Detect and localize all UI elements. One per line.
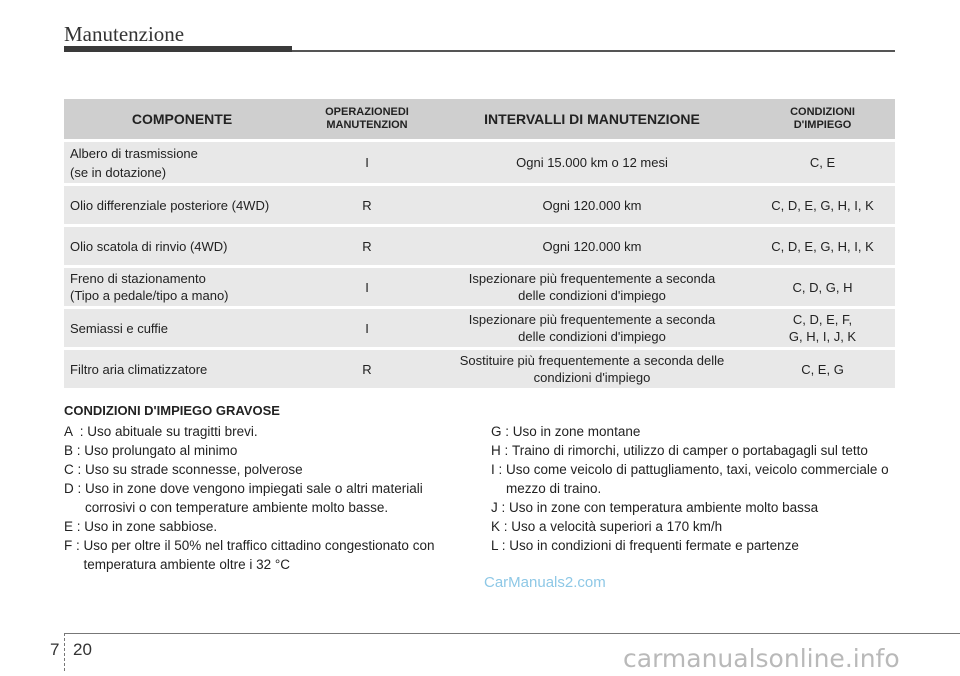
- header-conditions-line1: CONDIZIONI: [790, 106, 855, 118]
- cell-component: Semiassi e cuffie: [64, 309, 300, 347]
- cell-operation: R: [300, 227, 434, 265]
- cell-interval: [434, 268, 750, 306]
- cell-component-line1: Freno di stazionamento: [70, 271, 206, 286]
- cell-conditions-line1: C, D, E, F,: [792, 312, 853, 327]
- section-number: 7: [50, 640, 60, 659]
- cell-interval: Ogni 120.000 km: [434, 227, 750, 265]
- cell-component: Olio scatola di rinvio (4WD): [64, 227, 300, 265]
- condition-key: K :: [491, 519, 512, 534]
- cell-interval-line2: delle condizioni d'impiego: [518, 288, 666, 303]
- list-item: [64, 422, 474, 441]
- header-conditions: [750, 99, 895, 139]
- condition-text: Uso prolungato al minimo: [84, 443, 238, 458]
- table-row: [64, 142, 895, 183]
- condition-key: D :: [64, 481, 86, 496]
- cell-operation: R: [300, 350, 434, 388]
- cell-interval: [434, 309, 750, 347]
- header-rule-thick: [64, 46, 292, 52]
- cell-interval-line1: Sostituire più frequentemente a seconda delle: [459, 353, 725, 368]
- cell-conditions: C, D, G, H: [750, 268, 895, 306]
- header-operation: [300, 99, 434, 139]
- cell-conditions: C, D, E, G, H, I, K: [750, 186, 895, 224]
- cell-operation: R: [300, 186, 434, 224]
- cell-component-line2: (se in dotazione): [70, 164, 167, 180]
- cell-component: [64, 268, 300, 306]
- condition-text: Uso in zone sabbiose.: [84, 519, 218, 534]
- header-interval: INTERVALLI DI MANUTENZIONE: [434, 99, 750, 139]
- conditions-title: CONDIZIONI D'IMPIEGO GRAVOSE: [64, 403, 280, 418]
- cell-conditions-line2: G, H, I, J, K: [788, 329, 857, 344]
- conditions-list-right: [491, 422, 891, 555]
- page-number-divider: [64, 633, 65, 671]
- table-header-row: [64, 99, 895, 139]
- list-item: [491, 536, 891, 555]
- list-item: [491, 422, 891, 441]
- cell-interval: [434, 350, 750, 388]
- condition-key: G :: [491, 424, 513, 439]
- list-item: [491, 498, 891, 517]
- condition-key: E :: [64, 519, 85, 534]
- header-component: COMPONENTE: [64, 99, 300, 139]
- list-item: [491, 517, 891, 536]
- condition-text: Uso in zone montane: [512, 424, 641, 439]
- condition-text: Uso in condizioni di frequenti fermate e partenze: [509, 538, 799, 553]
- cell-operation: I: [300, 309, 434, 347]
- cell-interval-line1: Ispezionare più frequentemente a seconda: [468, 271, 716, 286]
- condition-key: A :: [64, 424, 88, 439]
- cell-conditions: C, E: [750, 142, 895, 183]
- condition-text: Uso su strade sconnesse, polverose: [85, 462, 303, 477]
- cell-operation: I: [300, 268, 434, 306]
- table-row: [64, 227, 895, 265]
- cell-interval: Ogni 15.000 km o 12 mesi: [434, 142, 750, 183]
- list-item: [64, 460, 474, 479]
- header-rule-thin: [292, 50, 895, 52]
- condition-text: Uso per oltre il 50% nel traffico cittadino congestionato con temperatura ambiente oltre i 32 °C: [83, 538, 435, 572]
- conditions-list-left: [64, 422, 474, 574]
- condition-key: I :: [491, 462, 507, 477]
- condition-text: Uso a velocità superiori a 170 km/h: [511, 519, 723, 534]
- cell-interval-line1: Ispezionare più frequentemente a seconda: [468, 312, 716, 327]
- header-operation-line2: MANUTENZION: [326, 119, 408, 131]
- maintenance-table: [64, 96, 895, 391]
- list-item: [491, 460, 891, 498]
- condition-text: Uso abituale su tragitti brevi.: [87, 424, 258, 439]
- cell-component: [64, 142, 300, 183]
- cell-conditions: [750, 309, 895, 347]
- header-conditions-line2: D'IMPIEGO: [793, 119, 852, 131]
- list-item: [64, 479, 474, 517]
- table-row: [64, 350, 895, 388]
- cell-component-line2: (Tipo a pedale/tipo a mano): [70, 288, 229, 303]
- table-row: [64, 309, 895, 347]
- condition-key: B :: [64, 443, 85, 458]
- cell-component: Olio differenziale posteriore (4WD): [64, 186, 300, 224]
- footer-rule: [64, 633, 960, 634]
- condition-text: Traino di rimorchi, utilizzo di camper o portabagagli sul tetto: [512, 443, 868, 458]
- condition-text: Uso come veicolo di pattugliamento, taxi, veicolo commerciale o mezzo di traino.: [506, 462, 889, 496]
- list-item: [64, 536, 474, 574]
- table-row: [64, 268, 895, 306]
- page-header-title: Manutenzione: [64, 22, 185, 46]
- condition-key: L :: [491, 538, 510, 553]
- cell-interval-line2: condizioni d'impiego: [533, 370, 651, 385]
- condition-key: H :: [491, 443, 513, 458]
- cell-operation: I: [300, 142, 434, 183]
- list-item: [491, 441, 891, 460]
- cell-conditions: C, D, E, G, H, I, K: [750, 227, 895, 265]
- header-operation-line1: OPERAZIONEDI: [325, 106, 409, 118]
- cell-conditions: C, E, G: [750, 350, 895, 388]
- condition-key: F :: [64, 538, 84, 553]
- condition-text: Uso in zone con temperatura ambiente molto bassa: [509, 500, 819, 515]
- list-item: [64, 517, 474, 536]
- cell-interval: Ogni 120.000 km: [434, 186, 750, 224]
- watermark-link[interactable]: CarManuals2.com: [484, 574, 606, 591]
- site-watermark: carmanualsonline.info: [623, 644, 900, 673]
- cell-interval-line2: delle condizioni d'impiego: [518, 329, 666, 344]
- list-item: [64, 441, 474, 460]
- cell-component: Filtro aria climatizzatore: [64, 350, 300, 388]
- page-number: 20: [73, 640, 92, 659]
- condition-key: C :: [64, 462, 86, 477]
- condition-key: J :: [491, 500, 510, 515]
- condition-text: Uso in zone dove vengono impiegati sale o altri materiali corrosivi o con temperature ambiente molto basse.: [85, 481, 423, 515]
- cell-component-line1: Albero di trasmissione: [70, 145, 198, 161]
- table-row: [64, 186, 895, 224]
